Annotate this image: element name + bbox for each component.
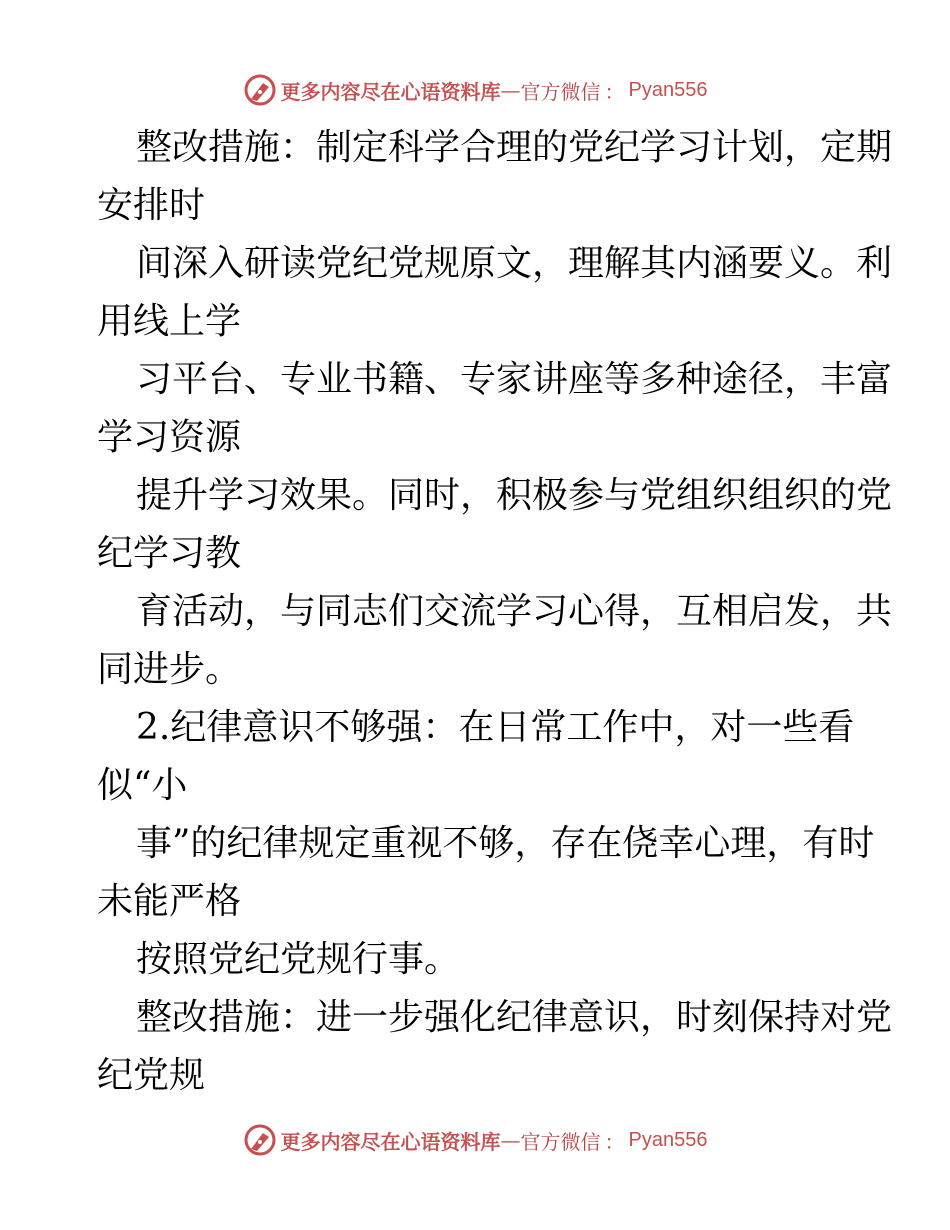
text-line: 学习资源 [97,417,242,458]
text-line: 间深入研读党纪党规原文，理解其内涵要义。利 [136,243,893,284]
pen-nib-logo-icon [243,73,277,107]
text-line: 育活动，与同志们交流学习心得，互相启发，共 [136,591,893,632]
text-line: 习平台、专业书籍、专家讲座等多种途径，丰富 [136,359,893,400]
banner-separator: ： [604,1129,625,1154]
banner-dash: — [500,1128,521,1152]
text-line: 同进步。 [97,649,242,690]
text-line: 似“小 [97,765,188,806]
banner-wechat-id: Pyan556 [628,78,708,101]
text-line: 整改措施：制定科学合理的党纪学习计划，定期 [136,127,893,168]
text-line: 未能严格 [97,881,242,922]
banner-wechat-id: Pyan556 [628,1128,708,1151]
banner-wechat-label: 官方微信 [520,1129,601,1154]
header-banner [0,70,950,110]
text-line: 2.纪律意识不够强：在日常工作中，对一些看 [136,707,855,748]
pen-nib-logo-icon [243,1123,277,1157]
footer-banner [0,1120,950,1160]
text-line: 按照党纪党规行事。 [136,939,461,980]
text-line: 用线上学 [97,301,242,342]
text-line: 纪学习教 [97,533,242,574]
text-line: 安排时 [97,185,206,226]
banner-dash: — [500,78,521,102]
banner-site-text: 更多内容尽在心语资料库 [280,79,501,104]
banner-separator: ： [604,79,625,104]
text-line: 整改措施：进一步强化纪律意识，时刻保持对党 [136,997,893,1038]
text-line: 提升学习效果。同时，积极参与党组织组织的党 [136,475,893,516]
banner-site-text: 更多内容尽在心语资料库 [280,1129,501,1154]
text-line: 事”的纪律规定重视不够，存在侥幸心理，有时 [136,823,875,864]
text-line: 纪党规 [97,1055,206,1096]
banner-wechat-label: 官方微信 [520,79,601,104]
